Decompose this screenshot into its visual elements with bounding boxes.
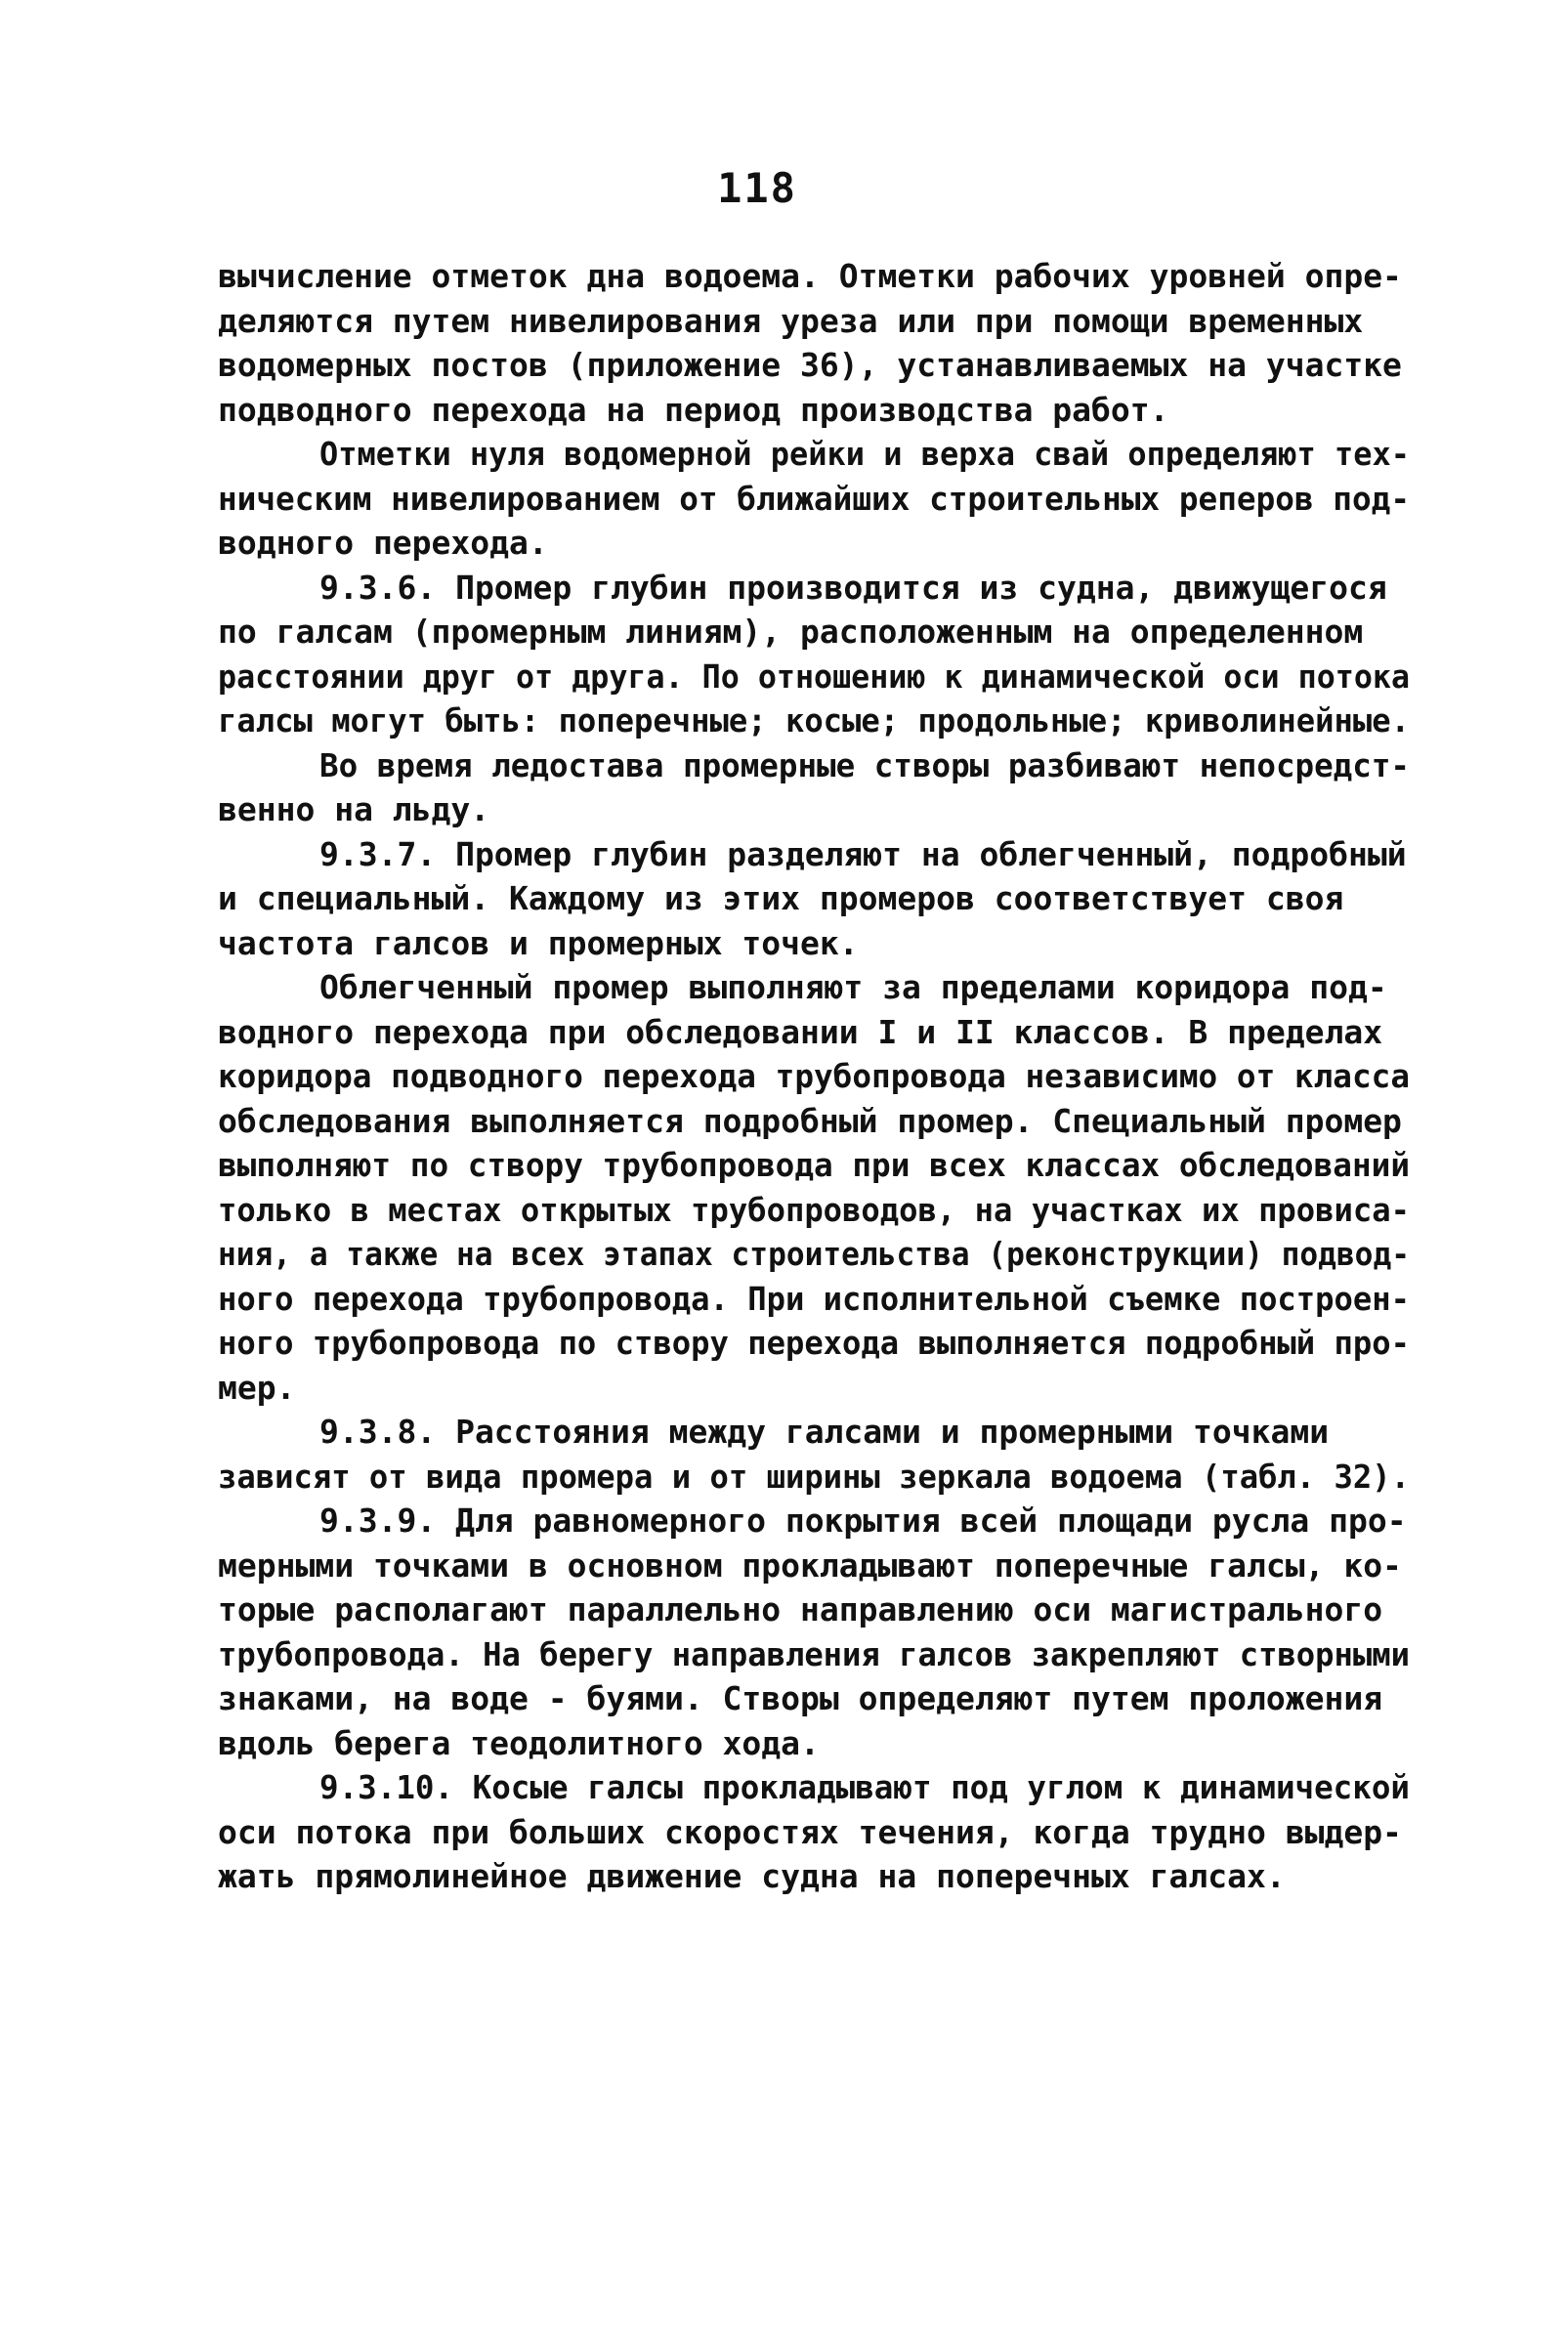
- page-number: 118: [717, 164, 797, 212]
- body-text: [218, 254, 1410, 1899]
- text-line: оси потока при больших скоростях течения, когда трудно выдер-: [218, 1812, 1402, 1851]
- text-line: водомерных постов (приложение 36), устанавливаемых на участке: [218, 346, 1402, 384]
- text-line: выполняют по створу трубопровода при всех классах обследований: [218, 1146, 1410, 1184]
- text-line: мер.: [218, 1368, 296, 1407]
- text-line: подводного перехода на период производства работ.: [218, 390, 1169, 429]
- text-line: 9.3.7. Промер глубин разделяют на облегченный, подробный: [319, 834, 1407, 873]
- text-line: 9.3.9. Для равномерного покрытия всей площади русла про-: [319, 1501, 1407, 1540]
- text-line: ническим нивелированием от ближайших строительных реперов под-: [218, 479, 1410, 518]
- text-line: Облегченный промер выполняют за пределами коридора под-: [319, 968, 1387, 1006]
- text-line: вдоль берега теодолитного хода.: [218, 1723, 820, 1762]
- text-line: мерными точками в основном прокладывают поперечные галсы, ко-: [218, 1545, 1402, 1585]
- text-line: расстоянии друг от друга. По отношению к динамической оси потока: [218, 656, 1410, 696]
- text-line: по галсам (промерным линиям), расположенным на определенном: [218, 613, 1364, 651]
- text-line: обследования выполняется подробный промер. Специальный промер: [218, 1101, 1402, 1140]
- text-line: знаками, на воде - буями. Створы определяют путем проложения: [218, 1679, 1383, 1717]
- text-line: вычисление отметок дна водоема. Отметки рабочих уровней опре-: [218, 257, 1402, 295]
- text-line: 9.3.10. Косые галсы прокладывают под углом к динамической: [319, 1768, 1410, 1806]
- text-line: и специальный. Каждому из этих промеров соответствует своя: [218, 879, 1344, 917]
- text-line: 9.3.6. Промер глубин производится из судна, движущегося: [319, 568, 1387, 607]
- text-line: галсы могут быть: поперечные; косые; продольные; криволинейные.: [218, 701, 1410, 740]
- text-line: Отметки нуля водомерной рейки и верха свай определяют тех-: [319, 435, 1410, 473]
- text-line: водного перехода.: [218, 524, 548, 562]
- text-line: ного трубопровода по створу перехода выполняется подробный про-: [218, 1324, 1410, 1362]
- text-line: ния, а также на всех этапах строительства (реконструкции) подвод-: [218, 1235, 1410, 1273]
- text-line: венно на льду.: [218, 790, 490, 828]
- text-line: только в местах открытых трубопроводов, на участках их провиса-: [218, 1190, 1410, 1229]
- text-line: частота галсов и промерных точек.: [218, 923, 859, 962]
- text-line: деляются путем нивелирования уреза или при помощи временных: [218, 301, 1364, 340]
- text-line: трубопровода. На берегу направления галсов закрепляют створными: [218, 1634, 1410, 1673]
- text-line: Во время ледостава промерные створы разбивают непосредст-: [319, 745, 1410, 784]
- text-line: коридора подводного перехода трубопровода независимо от класса: [218, 1057, 1410, 1095]
- text-line: торые располагают параллельно направлению оси магистрального: [218, 1590, 1383, 1628]
- text-line: ного перехода трубопровода. При исполнительной съемке построен-: [218, 1279, 1410, 1318]
- text-line: жать прямолинейное движение судна на поперечных галсах.: [218, 1857, 1286, 1895]
- text-line: 9.3.8. Расстояния между галсами и промерными точками: [319, 1413, 1330, 1451]
- text-line: зависят от вида промера и от ширины зеркала водоема (табл. 32).: [218, 1457, 1410, 1496]
- text-line: водного перехода при обследовании I и II классов. В пределах: [218, 1012, 1383, 1051]
